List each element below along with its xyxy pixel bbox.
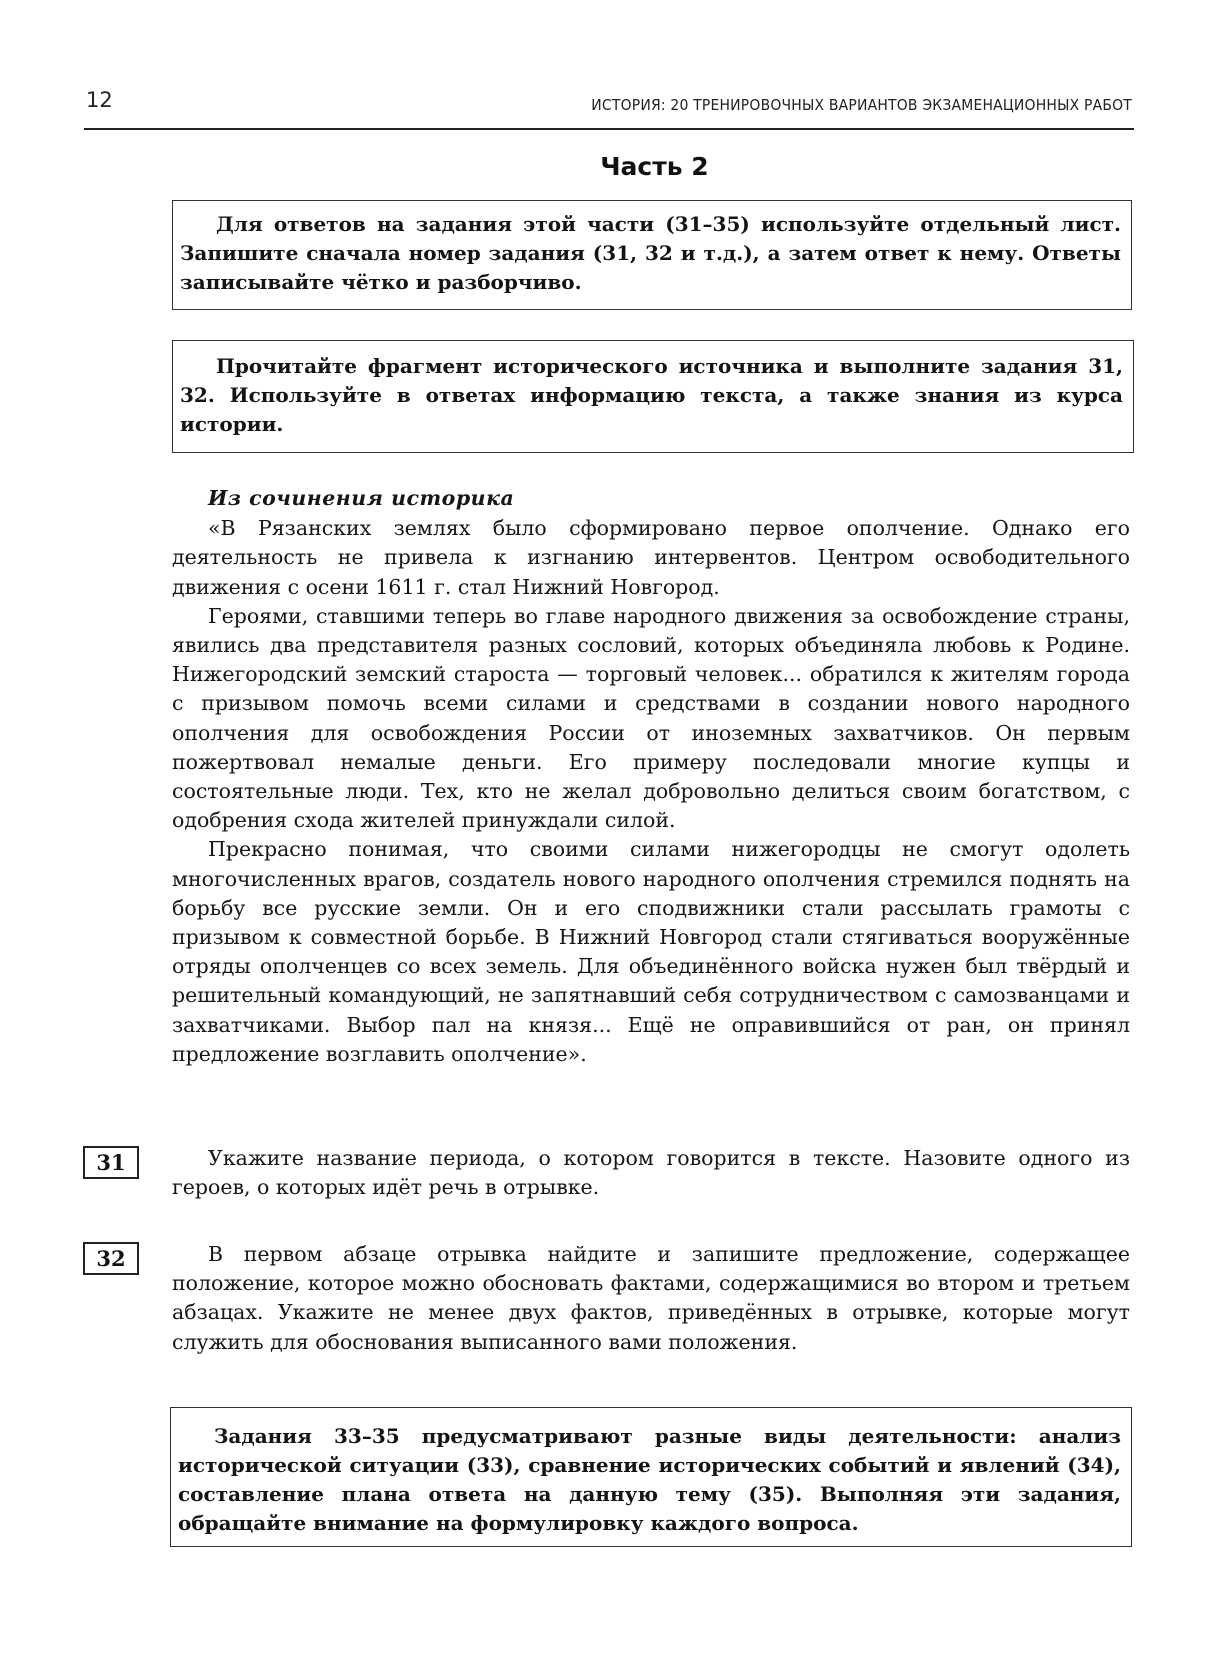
source-paragraph: «В Рязанских землях было сформировано первое ополчение. Однако его деятельность не привела к изгнанию интервентов. Центром освободительного движения с осени 1611 г. стал Нижний Новгород. [172, 516, 1130, 599]
answer-sheet-instruction-box [172, 200, 1132, 310]
read-source-instruction-box [172, 340, 1134, 453]
header-divider [84, 128, 1134, 130]
page-number: 12 [86, 88, 113, 112]
task-text: Укажите название периода, о котором говорится в тексте. Назовите одного из героев, о которых идёт речь в отрывке. [172, 1146, 1130, 1200]
task-number-badge: 32 [83, 1242, 139, 1275]
read-source-instruction: Прочитайте фрагмент исторического источника и выполните задания 31, 32. Используйте в ответах информацию текста, а также знания из курса истории. [180, 354, 1123, 436]
answer-sheet-instruction: Для ответов на задания этой части (31–35) используйте отдельный лист. Запишите сначала номер задания (31, 32 и т.д.), а затем ответ к нему. Ответы записывайте чётко и разборчиво. [180, 212, 1121, 294]
task-number-badge: 31 [83, 1146, 139, 1179]
source-title: Из сочинения историка [208, 486, 515, 510]
source-paragraph: Прекрасно понимая, что своими силами нижегородцы не смогут одолеть многочисленных врагов, создатель нового народного ополчения стремился поднять на борьбу все русские земли. Он и его сподвижники стали рассылать грамоты с призывом к совместной борьбе. В Нижний Новгород стали стягиваться вооружённые отряды ополченцев со всех земель. Для объединённого войска нужен был твёрдый и решительный командующий, не запятнавший себя сотрудничеством с самозванцами и захватчиками. Выбор пал на князя... Ещё не оправившийся от ран, он принял предложение возглавить ополчение». [172, 837, 1130, 1066]
source-paragraph: Героями, ставшими теперь во главе народного движения за освобождение страны, явились два представителя разных сословий, которых объединяла любовь к Родине. Нижегородский земский староста — торговый человек... обратился к жителям города с призывом помочь всеми силами и средствами в создании нового народного ополчения для освобождения России от иноземных захватчиков. Он первым пожертвовал немалые деньги. Его примеру последовали многие купцы и состоятельные люди. Тех, кто не желал добровольно делиться своим богатством, с одобрения схода жителей принуждали силой. [172, 603, 1130, 833]
task-31 [172, 1144, 1130, 1202]
task-32 [172, 1240, 1130, 1357]
historical-source [172, 484, 1130, 1069]
running-title: ИСТОРИЯ: 20 ТРЕНИРОВОЧНЫХ ВАРИАНТОВ ЭКЗАМЕНАЦИОННЫХ РАБОТ [591, 96, 1132, 114]
tasks-33-35-instruction-box [170, 1407, 1132, 1547]
part-title: Часть 2 [600, 152, 709, 181]
tasks-33-35-instruction: Задания 33–35 предусматривают разные виды деятельности: анализ исторической ситуации (33), сравнение исторических событий и явлений (34), составление плана ответа на данную тему (35). Выполняя эти задания, обращайте внимание на формулировку каждого вопроса. [178, 1424, 1121, 1535]
task-text: В первом абзаце отрывка найдите и запишите предложение, содержащее положение, которое можно обосновать фактами, содержащимися во втором и третьем абзацах. Укажите не менее двух фактов, приведённых в отрывке, которые могут служить для обоснования выписанного вами положения. [172, 1242, 1130, 1354]
